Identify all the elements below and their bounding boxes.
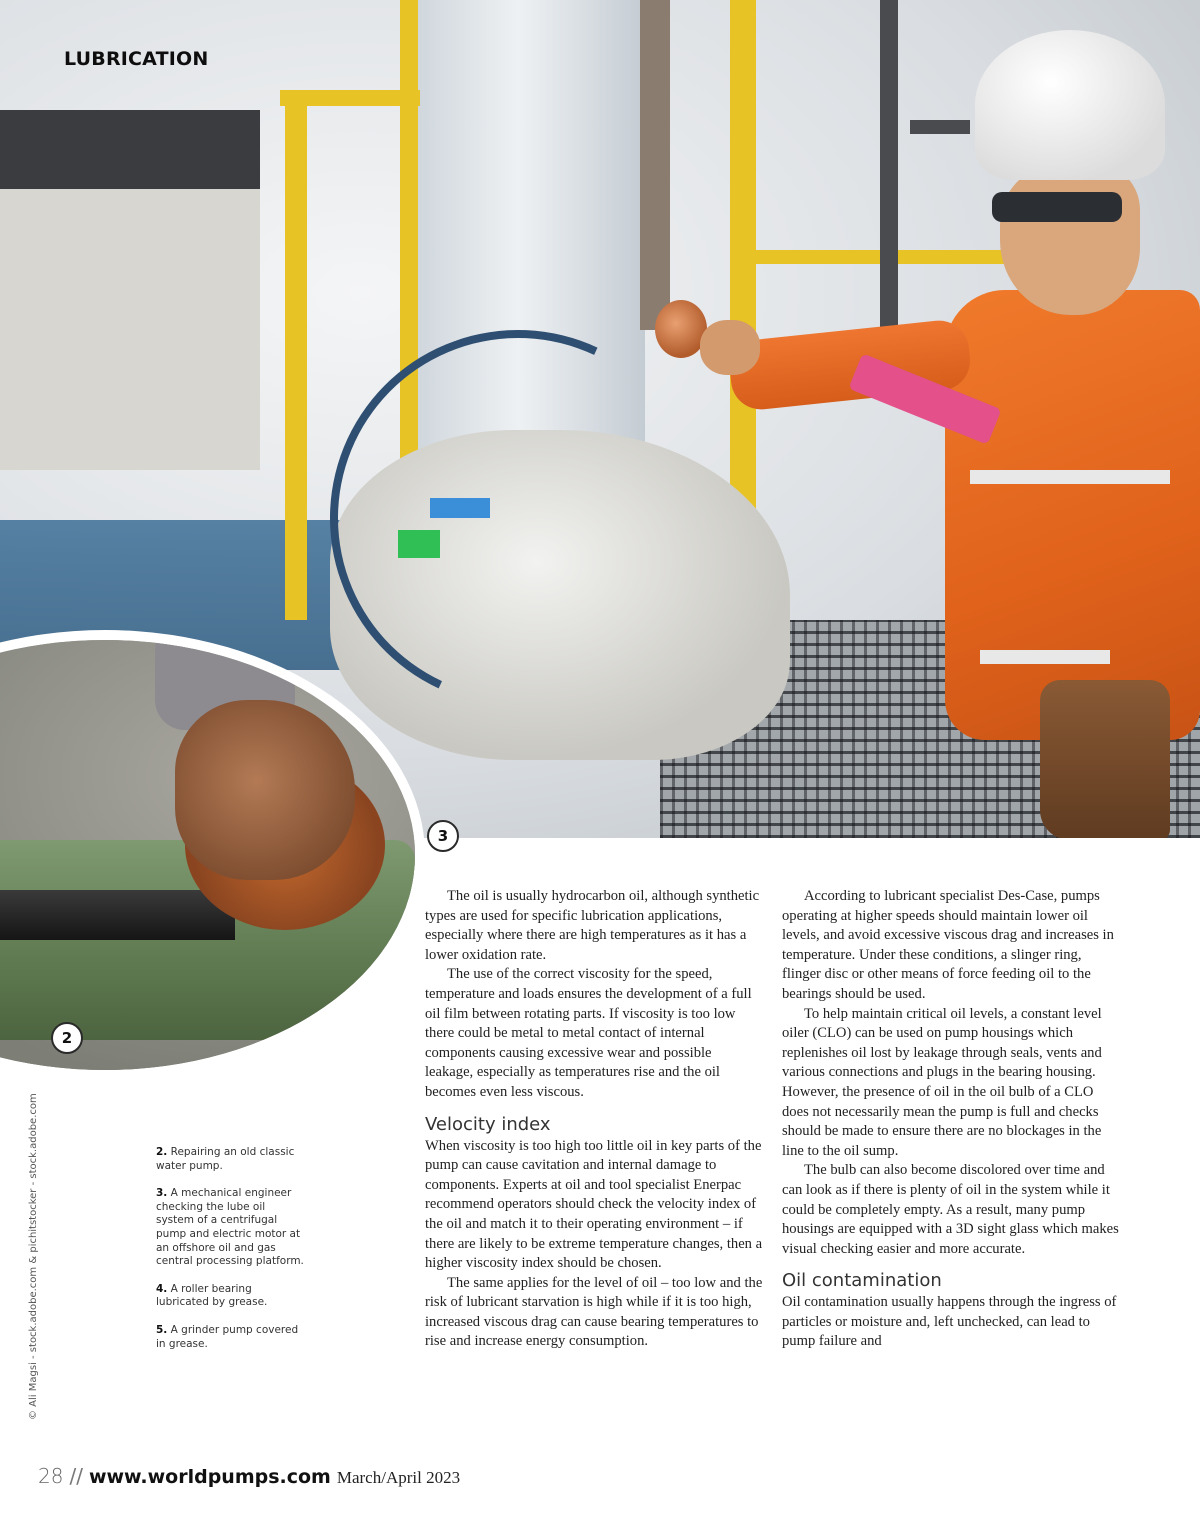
paragraph: The same applies for the level of oil – too low and the risk of lubricant starvation is high while if it is too high, increased viscous drag can cause bearing temperatures to rise and increase energy consumption. <box>425 1274 763 1350</box>
photo-electric-motor <box>0 110 260 470</box>
inset-shaft <box>0 890 235 940</box>
caption-item <box>156 1187 306 1269</box>
photo-blue-tag <box>430 498 490 518</box>
engineer-hand <box>700 320 760 375</box>
paragraph: When viscosity is too high too little oil in key parts of the pump can cause cavitation and internal damage to components. Experts at oil and tool specialist Enerpac recommend operators should check the velocity index of the oil and match it to their operating environment – if there are likely to be extreme temperature changes, then a higher viscosity index should be chosen. <box>425 1137 763 1272</box>
article-column-1 <box>425 887 763 1352</box>
engineer-face <box>1000 165 1140 315</box>
photo-dark-pipe <box>880 0 898 360</box>
inset-hand <box>175 700 355 880</box>
figure-3-badge: 3 <box>427 820 459 852</box>
caption-item <box>156 1146 306 1173</box>
caption-number: 2. <box>156 1146 168 1158</box>
inset-photo <box>0 630 425 1080</box>
subheading-oil-contamination: Oil contamination <box>782 1270 942 1292</box>
page-footer <box>38 1464 460 1488</box>
photo-green-tag <box>398 530 440 558</box>
issue-date: March/April 2023 <box>336 1468 461 1487</box>
caption-list <box>156 1146 306 1365</box>
reflective-stripe <box>980 650 1110 664</box>
hard-hat <box>975 30 1165 180</box>
photo-yellow-rail <box>285 100 307 620</box>
paragraph: To help maintain critical oil levels, a constant level oiler (CLO) can be used on pump housings which replenishes oil lost by leakage through seals, vents and various connections and plugs in the bearing housing. However, the presence of oil in the oil bulb of a CLO does not necessarily mean the pump is full and checks should be made to ensure there are no blockages in the line to the oil sump. <box>782 1005 1102 1159</box>
caption-item <box>156 1283 306 1310</box>
page-number: 28 <box>38 1464 64 1488</box>
paragraph: According to lubricant specialist Des-Case, pumps operating at higher speeds should maintain lower oil levels, and avoid excessive viscous drag and increases in temperature. Under these conditions, a slinger ring, flinger disc or other means of force feeding oil to the bearings should be used. <box>782 888 1114 1002</box>
reflective-stripe <box>970 470 1170 484</box>
caption-number: 4. <box>156 1282 168 1295</box>
engineer-coverall <box>945 290 1200 740</box>
article-column-2 <box>782 887 1120 1352</box>
section-label: LUBRICATION <box>64 48 209 70</box>
subheading-velocity-index: Velocity index <box>425 1113 551 1135</box>
engineer-boot <box>1040 680 1170 838</box>
photo-credit: © Ali Magsi - stock.adobe.com & pichitstocker - stock.adobe.com <box>28 1093 39 1420</box>
caption-number: 5. <box>156 1323 168 1336</box>
figure-2-badge: 2 <box>51 1022 83 1054</box>
photo-rusty-pipe <box>640 0 670 330</box>
footer-separator: // <box>69 1464 83 1488</box>
caption-text: A mechanical engineer checking the lube oil system of a centrifugal pump and electric motor at an offshore oil and gas central processing platform. <box>156 1187 304 1268</box>
paragraph: The bulb can also become discolored over time and can look as if there is plenty of oil in the system while it could be completely empty. As a result, many pump housings are equipped with a 3D sight glass which makes visual checking easier and more accurate. <box>782 1162 1119 1257</box>
caption-text: A grinder pump covered in grease. <box>156 1323 299 1350</box>
paragraph: The use of the correct viscosity for the speed, temperature and loads ensures the development of a full oil film between rotating parts. If viscosity is too low there could be metal to metal contact of internal components causing excessive wear and possible leakage, especially as temperatures rise and the oil becomes even less viscous. <box>425 966 752 1100</box>
caption-text: Repairing an old classic water pump. <box>156 1146 295 1172</box>
paragraph: The oil is usually hydrocarbon oil, although synthetic types are used for specific lubrication applications, especially where there are high temperatures as it has a lower oxidation rate. <box>425 888 760 963</box>
website-link[interactable]: www.worldpumps.com <box>88 1466 331 1488</box>
caption-item <box>156 1324 306 1351</box>
photo-engineer <box>930 30 1200 838</box>
caption-number: 3. <box>156 1187 168 1200</box>
caption-text: A roller bearing lubricated by grease. <box>156 1282 268 1309</box>
paragraph: Oil contamination usually happens through the ingress of particles or moisture and, left unchecked, can lead to pump failure and <box>782 1294 1117 1350</box>
safety-glasses <box>992 192 1122 222</box>
